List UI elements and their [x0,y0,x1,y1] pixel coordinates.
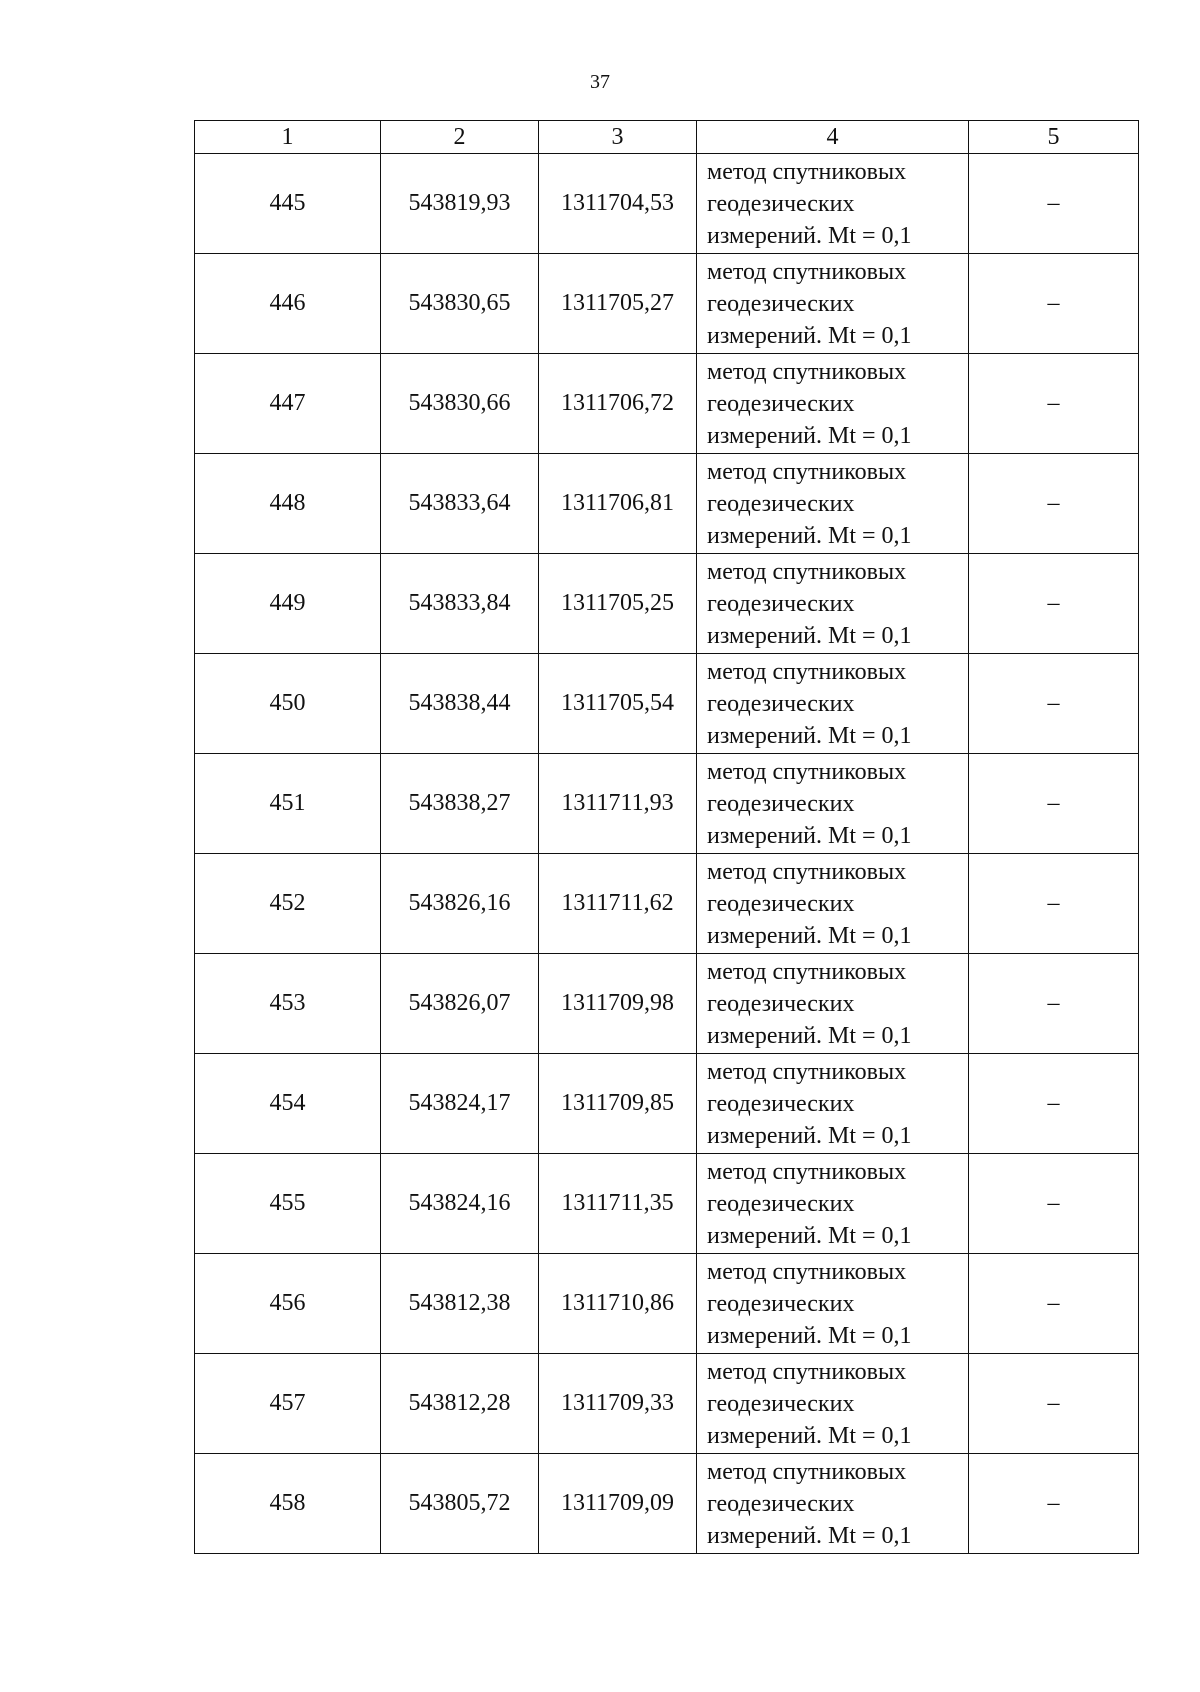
method-line: измерений. Mt = 0,1 [707,422,912,449]
method-line: метод спутниковых [707,558,907,585]
table-row [195,254,1139,354]
note-cell: – [969,254,1139,354]
x-coordinate-cell: 543819,93 [381,154,539,254]
point-number-cell: 447 [195,354,381,454]
method-line: геодезических [707,890,855,917]
x-coordinate-cell: 543833,64 [381,454,539,554]
point-number-cell: 446 [195,254,381,354]
method-line: метод спутниковых [707,158,907,185]
table-body [195,154,1139,1554]
table-row [195,954,1139,1054]
note-cell: – [969,854,1139,954]
table-row [195,654,1139,754]
method-cell [697,854,969,954]
method-line: геодезических [707,790,855,817]
method-cell [697,254,969,354]
x-coordinate-cell: 543805,72 [381,1454,539,1554]
point-number-cell: 451 [195,754,381,854]
x-coordinate-cell: 543838,27 [381,754,539,854]
note-cell: – [969,754,1139,854]
method-line: измерений. Mt = 0,1 [707,1422,912,1449]
x-coordinate-cell: 543826,16 [381,854,539,954]
y-coordinate-cell: 1311706,72 [539,354,697,454]
point-number-cell: 449 [195,554,381,654]
point-number-cell: 458 [195,1454,381,1554]
table-row [195,154,1139,254]
table-row [195,454,1139,554]
note-cell: – [969,1454,1139,1554]
point-number-cell: 454 [195,1054,381,1154]
y-coordinate-cell: 1311705,27 [539,254,697,354]
note-cell: – [969,354,1139,454]
method-line: геодезических [707,590,855,617]
method-cell [697,654,969,754]
method-cell [697,754,969,854]
method-cell [697,354,969,454]
method-line: измерений. Mt = 0,1 [707,722,912,749]
table-row [195,354,1139,454]
method-line: метод спутниковых [707,1458,907,1485]
header-col-3: 3 [539,121,697,154]
method-line: метод спутниковых [707,758,907,785]
method-line: геодезических [707,990,855,1017]
note-cell: – [969,1254,1139,1354]
method-line: метод спутниковых [707,1158,907,1185]
y-coordinate-cell: 1311705,54 [539,654,697,754]
x-coordinate-cell: 543812,38 [381,1254,539,1354]
point-number-cell: 448 [195,454,381,554]
method-line: измерений. Mt = 0,1 [707,922,912,949]
table-row [195,754,1139,854]
y-coordinate-cell: 1311709,09 [539,1454,697,1554]
y-coordinate-cell: 1311710,86 [539,1254,697,1354]
method-line: измерений. Mt = 0,1 [707,822,912,849]
y-coordinate-cell: 1311705,25 [539,554,697,654]
point-number-cell: 450 [195,654,381,754]
table-row [195,1454,1139,1554]
note-cell: – [969,954,1139,1054]
method-cell [697,1454,969,1554]
y-coordinate-cell: 1311704,53 [539,154,697,254]
header-col-2: 2 [381,121,539,154]
method-line: измерений. Mt = 0,1 [707,1122,912,1149]
method-line: метод спутниковых [707,658,907,685]
y-coordinate-cell: 1311711,93 [539,754,697,854]
method-cell [697,1154,969,1254]
coordinates-table [194,120,1139,1554]
table-row [195,1354,1139,1454]
x-coordinate-cell: 543838,44 [381,654,539,754]
x-coordinate-cell: 543826,07 [381,954,539,1054]
method-line: геодезических [707,490,855,517]
point-number-cell: 455 [195,1154,381,1254]
method-line: метод спутниковых [707,458,907,485]
method-line: измерений. Mt = 0,1 [707,522,912,549]
table-row [195,554,1139,654]
method-cell [697,1254,969,1354]
method-line: измерений. Mt = 0,1 [707,622,912,649]
table-row [195,1054,1139,1154]
header-col-1: 1 [195,121,381,154]
method-line: геодезических [707,1390,855,1417]
method-cell [697,154,969,254]
method-line: метод спутниковых [707,858,907,885]
method-line: метод спутниковых [707,358,907,385]
note-cell: – [969,154,1139,254]
y-coordinate-cell: 1311709,33 [539,1354,697,1454]
method-line: геодезических [707,1190,855,1217]
y-coordinate-cell: 1311709,85 [539,1054,697,1154]
x-coordinate-cell: 543824,17 [381,1054,539,1154]
y-coordinate-cell: 1311709,98 [539,954,697,1054]
method-line: метод спутниковых [707,958,907,985]
method-cell [697,454,969,554]
point-number-cell: 456 [195,1254,381,1354]
note-cell: – [969,654,1139,754]
note-cell: – [969,554,1139,654]
y-coordinate-cell: 1311711,62 [539,854,697,954]
point-number-cell: 453 [195,954,381,1054]
method-line: измерений. Mt = 0,1 [707,1322,912,1349]
x-coordinate-cell: 543812,28 [381,1354,539,1454]
method-cell [697,954,969,1054]
point-number-cell: 457 [195,1354,381,1454]
method-line: метод спутниковых [707,1258,907,1285]
note-cell: – [969,1354,1139,1454]
method-line: геодезических [707,1290,855,1317]
x-coordinate-cell: 543833,84 [381,554,539,654]
page-number: 37 [590,71,610,93]
header-col-4: 4 [697,121,969,154]
method-line: геодезических [707,390,855,417]
point-number-cell: 452 [195,854,381,954]
table-row [195,854,1139,954]
x-coordinate-cell: 543830,65 [381,254,539,354]
note-cell: – [969,1054,1139,1154]
method-line: метод спутниковых [707,258,907,285]
x-coordinate-cell: 543824,16 [381,1154,539,1254]
method-line: геодезических [707,1090,855,1117]
y-coordinate-cell: 1311706,81 [539,454,697,554]
note-cell: – [969,1154,1139,1254]
method-line: геодезических [707,1490,855,1517]
method-line: измерений. Mt = 0,1 [707,1222,912,1249]
y-coordinate-cell: 1311711,35 [539,1154,697,1254]
header-col-5: 5 [969,121,1139,154]
table-header [195,121,1139,154]
method-cell [697,1354,969,1454]
note-cell: – [969,454,1139,554]
table-row [195,1154,1139,1254]
method-line: измерений. Mt = 0,1 [707,322,912,349]
header-row [195,121,1139,154]
method-cell [697,1054,969,1154]
method-cell [697,554,969,654]
method-line: геодезических [707,190,855,217]
method-line: измерений. Mt = 0,1 [707,1522,912,1549]
method-line: геодезических [707,290,855,317]
table-row [195,1254,1139,1354]
point-number-cell: 445 [195,154,381,254]
method-line: метод спутниковых [707,1058,907,1085]
x-coordinate-cell: 543830,66 [381,354,539,454]
method-line: измерений. Mt = 0,1 [707,1022,912,1049]
method-line: измерений. Mt = 0,1 [707,222,912,249]
method-line: метод спутниковых [707,1358,907,1385]
method-line: геодезических [707,690,855,717]
